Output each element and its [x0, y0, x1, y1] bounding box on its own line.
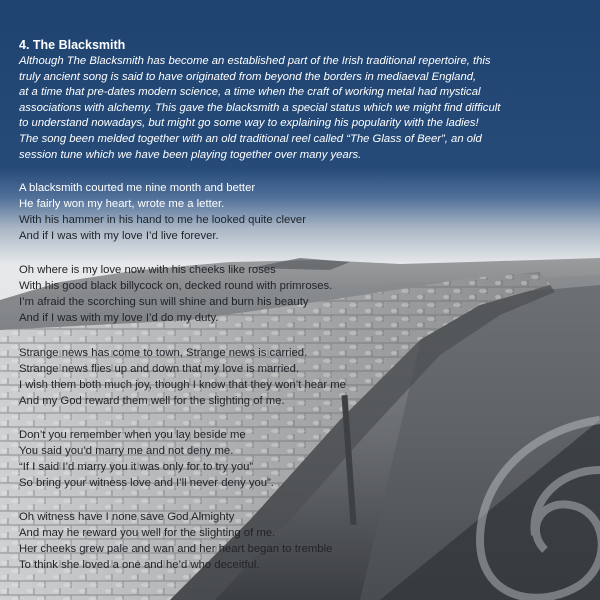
lyric-line: Strange news flies up and down that my love is married.	[19, 362, 300, 375]
verse-4	[19, 428, 579, 492]
intro-line: to understand nowadays, but might go some way to explaining his popularity with the ladies!	[19, 117, 479, 130]
verse-5	[19, 510, 579, 574]
intro-line: associations with alchemy. This gave the blacksmith a special status which we might find difficult	[19, 101, 501, 114]
song-title: 4. The Blacksmith	[19, 38, 126, 52]
lyric-line: So bring your witness love and I’ll never deny you”.	[19, 476, 274, 489]
verse-2	[19, 263, 579, 327]
intro-line: truly ancient song is said to have originated from beyond the borders in mediaeval England,	[19, 70, 477, 83]
lyric-line: And my God reward them well for the slighting of me.	[19, 394, 285, 407]
intro-line: Although The Blacksmith has become an established part of the Irish traditional repertoire, this	[19, 55, 491, 67]
lyric-line: He fairly won my heart, wrote me a letter.	[19, 197, 225, 210]
lyric-line: And if I was with my love I’d live forever.	[19, 229, 219, 242]
lyric-line: Her cheeks grew pale and wan and her heart began to tremble	[19, 542, 333, 555]
lyric-line: I’m afraid the scorching sun will shine and burn his beauty	[19, 295, 309, 308]
lyric-line: To think she loved a one and he’d who deceitful.	[19, 558, 260, 571]
lyric-line: And may he reward you well for the slighting of me.	[19, 526, 276, 539]
verse-1	[19, 181, 579, 245]
lyric-line: A blacksmith courted me nine month and better	[19, 182, 256, 194]
lyric-line: “If I said I’d marry you it was only for to try you”	[19, 460, 254, 473]
song-introduction	[19, 54, 589, 163]
lyric-line: You said you’d marry me and not deny me.	[19, 444, 234, 457]
lyric-line: And if I was with my love I’d do my duty.	[19, 311, 219, 324]
intro-line: session tune which we have been playing together over many years.	[19, 148, 362, 161]
intro-line: at a time that pre-dates modern science, a time when the craft of working metal had mystical	[19, 86, 481, 99]
lyric-line: Oh where is my love now with his cheeks like roses	[19, 264, 276, 276]
lyric-line: With his good black billycock on, decked round with primroses.	[19, 279, 333, 292]
intro-line: The song been melded together with an old traditional reel called “The Glass of Beer”, an old	[19, 132, 482, 145]
verse-3	[19, 346, 579, 410]
lyric-line: With his hammer in his hand to me he looked quite clever	[19, 213, 306, 226]
lyric-line: Oh witness have I none save God Almighty	[19, 511, 235, 523]
lyric-line: Don’t you remember when you lay beside me	[19, 429, 246, 441]
lyric-line: I wish them both much joy, though I know that they won’t hear me	[19, 378, 346, 391]
lyric-line: Strange news has come to town, Strange news is carried.	[19, 347, 308, 359]
